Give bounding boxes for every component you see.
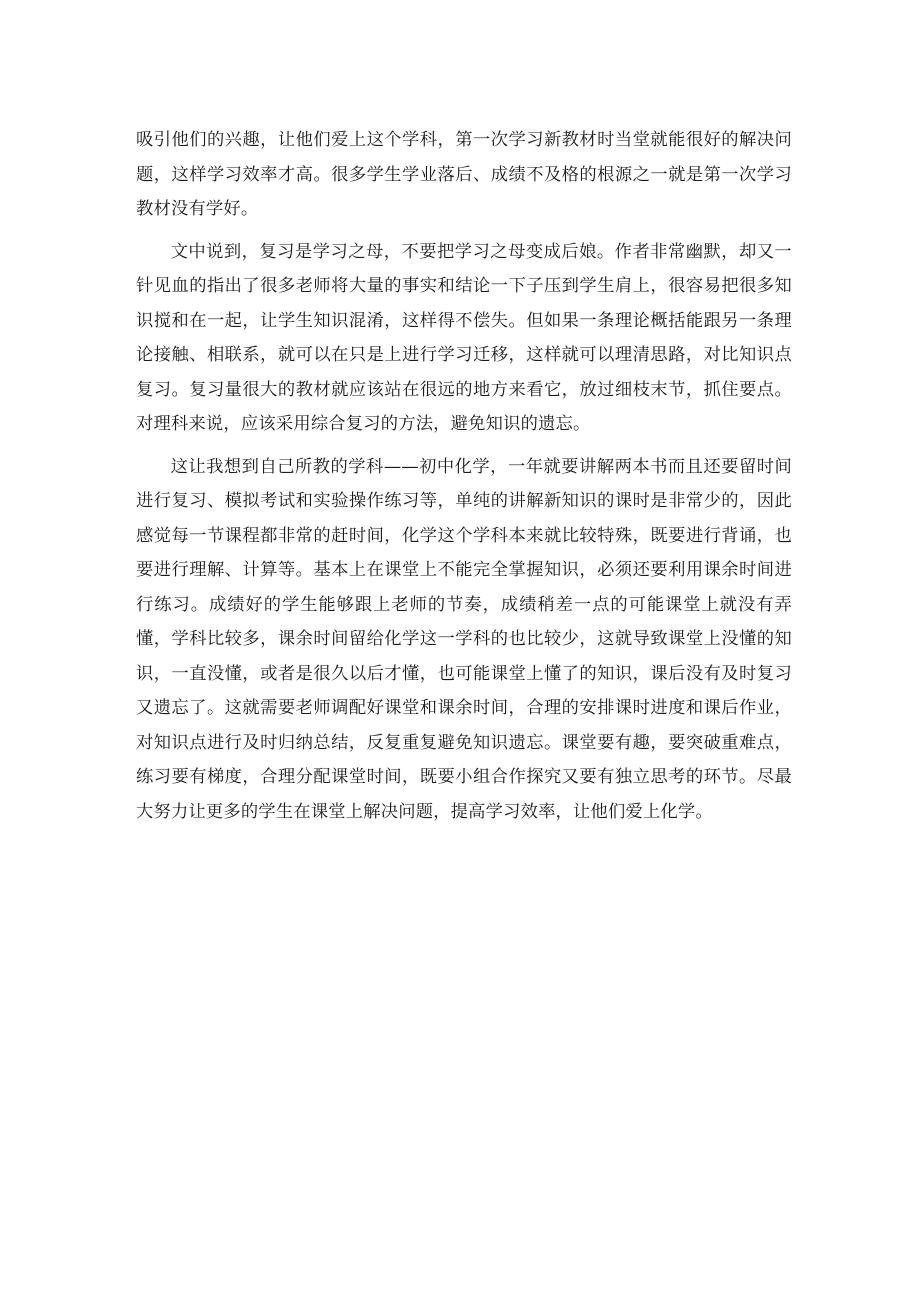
document-body <box>136 123 792 837</box>
paragraph-1: 吸引他们的兴趣，让他们爱上这个学科，第一次学习新教材时当堂就能很好的解决问题，这样学习效率才高。很多学生学业落后、成绩不及格的根源之一就是第一次学习教材没有学好。 <box>136 130 792 219</box>
paragraph-2: 文中说到，复习是学习之母，不要把学习之母变成后娘。作者非常幽默，却又一针见血的指出了很多老师将大量的事实和结论一下子压到学生肩上，很容易把很多知识搅和在一起，让学生知识混淆，这样得不偿失。但如果一条理论概括能跟另一条理论接触、相联系，就可以在只是上进行学习迁移，这样就可以理清思路，对比知识点复习。复习量很大的教材就应该站在很远的地方来看它，放过细枝末节，抓住要点。对理科来说，应该采用综合复习的方法，避免知识的遗忘。 <box>136 241 792 434</box>
paragraph-3: 这让我想到自己所教的学科——初中化学，一年就要讲解两本书而且还要留时间进行复习、模拟考试和实验操作练习等，单纯的讲解新知识的课时是非常少的，因此感觉每一节课程都非常的赶时间，化学这个学科本来就比较特殊，既要进行背诵，也要进行理解、计算等。基本上在课堂上不能完全掌握知识，必须还要利用课余时间进行练习。成绩好的学生能够跟上老师的节奏，成绩稍差一点的可能课堂上就没有弄懂，学科比较多，课余时间留给化学这一学科的也比较少，这就导致课堂上没懂的知识，一直没懂，或者是很久以后才懂，也可能课堂上懂了的知识，课后没有及时复习又遗忘了。这就需要老师调配好课堂和课余时间，合理的安排课时进度和课后作业，对知识点进行及时归纳总结，反复重复避免知识遗忘。课堂要有趣，要突破重难点，练习要有梯度，合理分配课堂时间，既要小组合作探究又要有独立思考的环节。尽最大努力让更多的学生在课堂上解决问题，提高学习效率，让他们爱上化学。 <box>136 456 792 822</box>
